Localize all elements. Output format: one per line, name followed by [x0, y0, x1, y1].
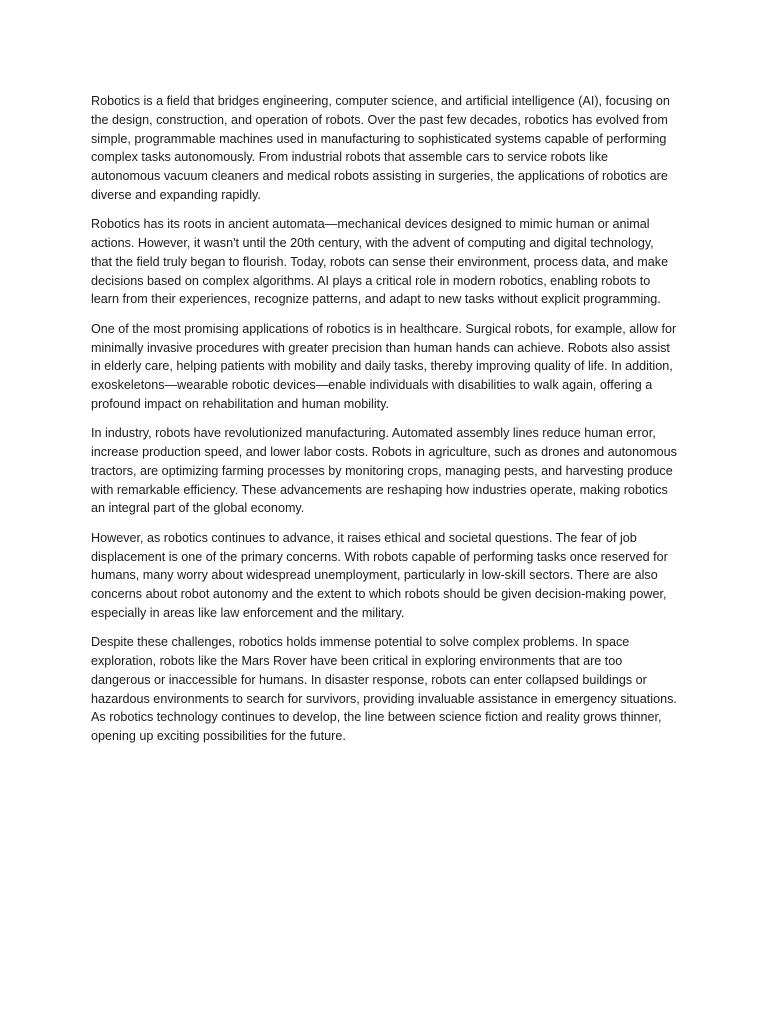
paragraph-conclusion: Despite these challenges, robotics holds immense potential to solve complex problems. In space exploration, robots like the Mars Rover have been critical in exploring environments that are too dangerous or inaccessible for humans. In disaster response, robots can enter collapsed buildings or hazardous environments to search for survivors, providing invaluable assistance in emergency situations. As robotics technology continues to develop, the line between science fiction and reality grows thinner, opening up exciting possibilities for the future.: [91, 635, 677, 744]
paragraph-ethics: However, as robotics continues to advance, it raises ethical and societal questions. The fear of job displacement is one of the primary concerns. With robots capable of performing tasks once reserved for humans, many worry about widespread unemployment, particularly in low-skill sectors. There are also concerns about robot autonomy and the extent to which robots should be given decision-making power, especially in areas like law enforcement and the military.: [91, 530, 668, 620]
paragraph-intro: Robotics is a field that bridges engineering, computer science, and artificial intelligence (AI), focusing on the design, construction, and operation of robots. Over the past few decades, robotics has evolved from simple, programmable machines used in manufacturing to sophisticated systems capable of performing complex tasks autonomously. From industrial robots that assemble cars to service robots like autonomous vacuum cleaners and medical robots assisting in surgeries, the applications of robotics are diverse and expanding rapidly.: [91, 94, 670, 202]
document-page: [91, 92, 677, 757]
paragraph-history: Robotics has its roots in ancient automata—mechanical devices designed to mimic human or animal actions. However, it wasn't until the 20th century, with the advent of computing and digital technology, that the field truly began to flourish. Today, robots can sense their environment, process data, and make decisions based on complex algorithms. AI plays a critical role in modern robotics, enabling robots to learn from their experiences, recognize patterns, and adapt to new tasks without explicit programming.: [91, 217, 669, 307]
paragraph-industry: In industry, robots have revolutionized manufacturing. Automated assembly lines reduce human error, increase production speed, and lower labor costs. Robots in agriculture, such as drones and autonomous tractors, are optimizing farming processes by monitoring crops, managing pests, and harvesting produce with remarkable efficiency. These advancements are reshaping how industries operate, making robotics an integral part of the global economy.: [91, 426, 677, 516]
paragraph-healthcare: One of the most promising applications of robotics is in healthcare. Surgical robots, for example, allow for minimally invasive procedures with greater precision than human hands can achieve. Robots also assist in elderly care, helping patients with mobility and daily tasks, thereby improving quality of life. In addition, exoskeletons—wearable robotic devices—enable individuals with disabilities to walk again, offering a profound impact on rehabilitation and human mobility.: [91, 321, 677, 411]
